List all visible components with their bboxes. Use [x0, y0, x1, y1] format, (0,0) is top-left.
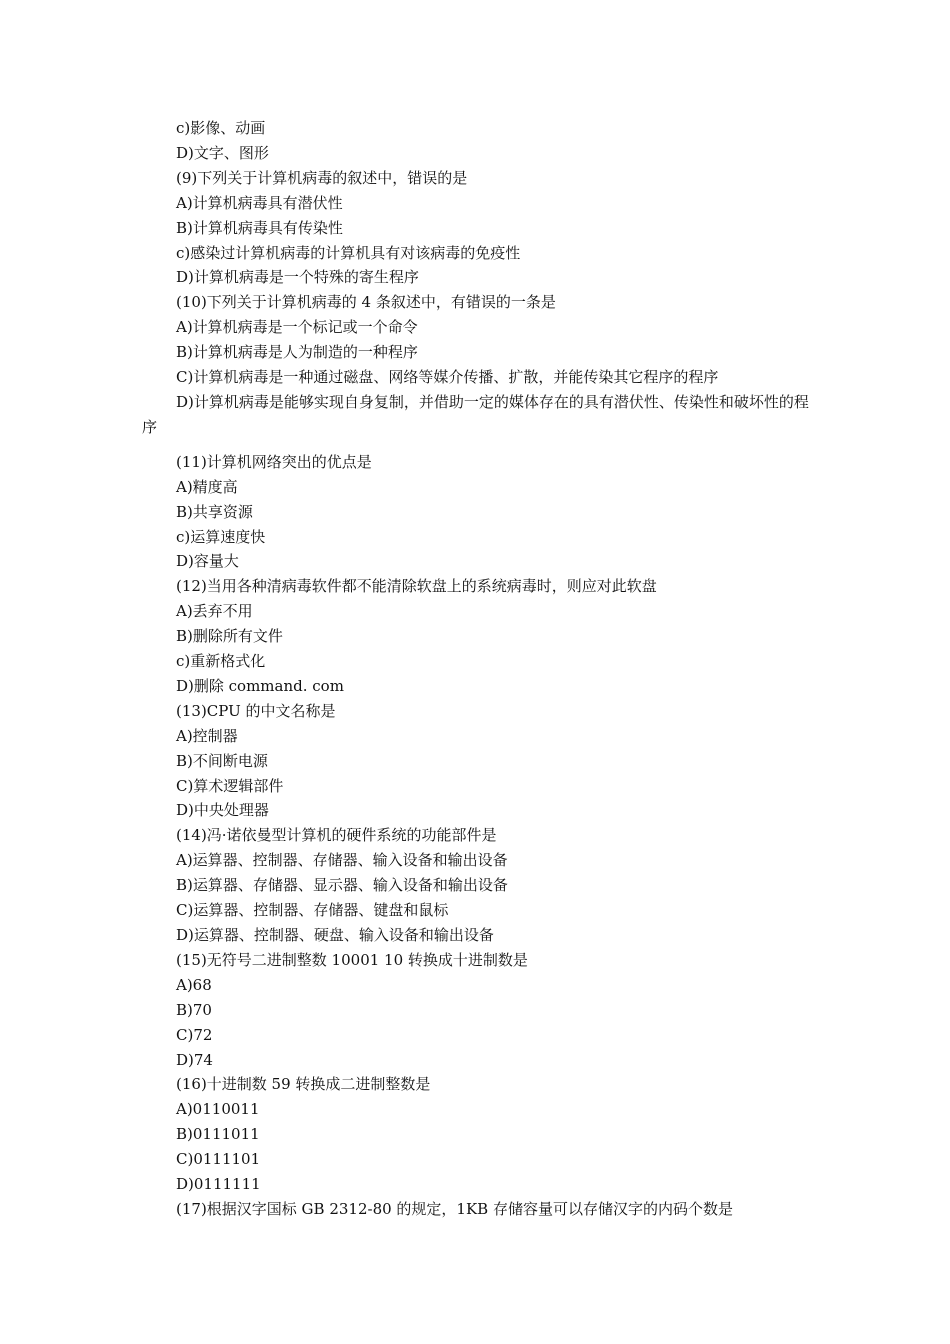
answer-option: A)68 — [176, 975, 212, 994]
answer-option: C)运算器、控制器、存储器、键盘和鼠标 — [176, 901, 449, 920]
answer-option: A)丢弃不用 — [176, 602, 253, 621]
answer-option: D)计算机病毒是能够实现自身复制，并借助一定的媒体存在的具有潜伏性、传染性和破坏性的程序 — [142, 392, 809, 436]
paragraph-gap — [142, 440, 822, 450]
question-stem: (12)当用各种清病毒软件都不能清除软盘上的系统病毒时，则应对此软盘 — [176, 577, 657, 596]
answer-option: A)0110011 — [176, 1100, 260, 1119]
answer-option: D)容量大 — [176, 552, 239, 571]
answer-option: B)70 — [176, 1000, 212, 1019]
answer-option: D)0111111 — [176, 1175, 261, 1194]
answer-option: D)中央处理器 — [176, 801, 269, 820]
answer-option: C)0111101 — [176, 1150, 261, 1169]
answer-option: A)精度高 — [176, 477, 238, 496]
answer-option: A)计算机病毒具有潜伏性 — [176, 193, 343, 212]
question-stem: (14)冯·诺依曼型计算机的硬件系统的功能部件是 — [176, 826, 497, 845]
answer-option: C)算术逻辑部件 — [176, 776, 284, 795]
answer-option: D)文字、图形 — [176, 143, 269, 162]
answer-option: D)74 — [176, 1050, 213, 1069]
answer-option: B)删除所有文件 — [176, 627, 283, 646]
answer-option: B)不间断电源 — [176, 751, 268, 770]
answer-option: B)0111011 — [176, 1125, 260, 1144]
answer-option: B)计算机病毒是人为制造的一种程序 — [176, 343, 418, 362]
answer-option: B)运算器、存储器、显示器、输入设备和输出设备 — [176, 876, 508, 895]
answer-option: C)计算机病毒是一种通过磁盘、网络等媒介传播、扩散，并能传染其它程序的程序 — [176, 368, 719, 387]
answer-option: c)运算速度快 — [176, 527, 266, 546]
answer-option: A)控制器 — [176, 726, 238, 745]
document-body — [142, 116, 822, 1222]
answer-option: A)运算器、控制器、存储器、输入设备和输出设备 — [176, 851, 508, 870]
question-stem: (10)下列关于计算机病毒的 4 条叙述中，有错误的一条是 — [176, 293, 556, 312]
question-stem: (13)CPU 的中文名称是 — [176, 701, 336, 720]
question-stem: (16)十进制数 59 转换成二进制整数是 — [176, 1075, 431, 1094]
answer-option: B)计算机病毒具有传染性 — [176, 218, 343, 237]
answer-option: c)影像、动画 — [176, 119, 266, 137]
answer-option: D)计算机病毒是一个特殊的寄生程序 — [176, 268, 419, 287]
answer-option: D)删除 command. com — [176, 676, 344, 695]
answer-option: B)共享资源 — [176, 502, 253, 521]
answer-option: c)重新格式化 — [176, 652, 266, 671]
question-stem: (9)下列关于计算机病毒的叙述中，错误的是 — [176, 168, 468, 187]
question-stem: (15)无符号二进制整数 10001 10 转换成十进制数是 — [176, 950, 528, 969]
answer-option: A)计算机病毒是一个标记或一个命令 — [176, 318, 418, 337]
answer-option: D)运算器、控制器、硬盘、输入设备和输出设备 — [176, 926, 494, 944]
answer-option: C)72 — [176, 1025, 213, 1044]
answer-option: c)感染过计算机病毒的计算机具有对该病毒的免疫性 — [176, 243, 521, 262]
question-stem: (11)计算机网络突出的优点是 — [176, 452, 372, 471]
question-stem: (17)根据汉字国标 GB 2312-80 的规定，1KB 存储容量可以存储汉字的内码个数是 — [176, 1199, 733, 1218]
